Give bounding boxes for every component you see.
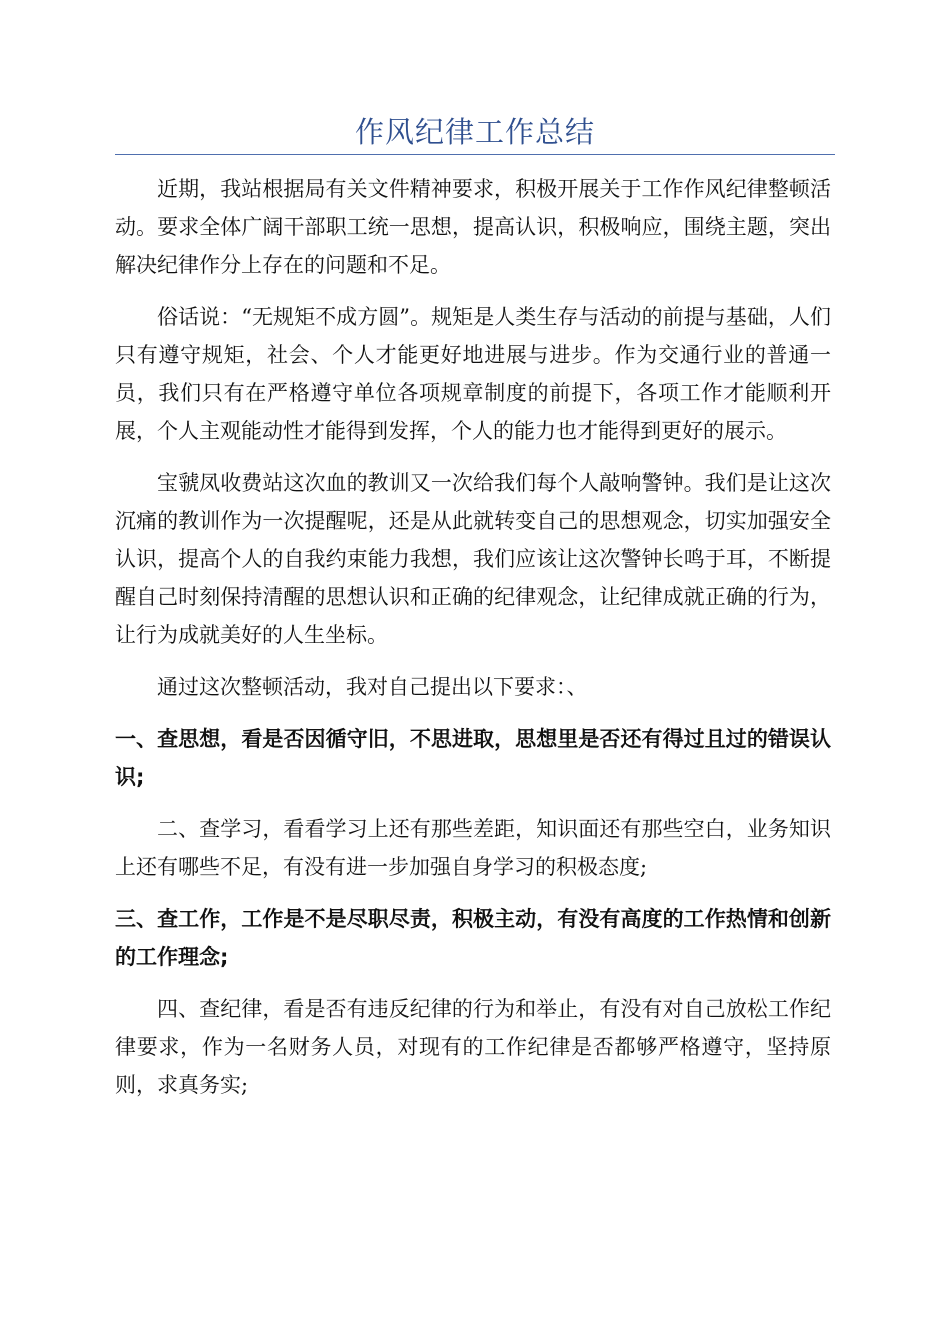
title-underline (115, 154, 835, 155)
paragraph-rules: 俗话说：“无规矩不成方圆”。规矩是人类生存与活动的前提与基础，人们只有遵守规矩，社会、个人才能更好地进展与进步。作为交通行业的普通一员，我们只有在严格遵守单位各项规章制度的前提下，各项工作才能顺利开展，个人主观能动性才能得到发挥，个人的能力也才能得到更好的展示。 (115, 305, 831, 443)
document-body (115, 170, 831, 1118)
requirement-item-4: 四、查纪律，看是否有违反纪律的行为和举止，有没有对自己放松工作纪律要求，作为一名财务人员，对现有的工作纪律是否都够严格遵守，坚持原则，求真务实; (115, 997, 831, 1097)
paragraph-intro: 近期，我站根据局有关文件精神要求，积极开展关于工作作风纪律整顿活动。要求全体广阔干部职工统一思想，提高认识，积极响应，围绕主题，突出解决纪律作分上存在的问题和不足。 (115, 177, 831, 277)
paragraph-requirements-lead: 通过这次整顿活动，我对自己提出以下要求：、 (157, 675, 588, 699)
requirement-item-1: 一、查思想，看是否因循守旧，不思进取，思想里是否还有得过且过的错误认识; (115, 727, 831, 789)
requirement-item-3: 三、查工作，工作是不是尽职尽责，积极主动，有没有高度的工作热情和创新的工作理念; (115, 907, 831, 969)
paragraph-lesson: 宝虢凤收费站这次血的教训又一次给我们每个人敲响警钟。我们是让这次沉痛的教训作为一次提醒呢，还是从此就转变自己的思想观念，切实加强安全认识，提高个人的自我约束能力我想，我们应该让这次警钟长鸣于耳，不断提醒自己时刻保持清醒的思想认识和正确的纪律观念，让纪律成就正确的行为，让行为成就美好的人生坐标。 (115, 471, 831, 647)
requirement-item-2: 二、查学习，看看学习上还有那些差距，知识面还有那些空白，业务知识上还有哪些不足，有没有进一步加强自身学习的积极态度; (115, 817, 831, 879)
document-title: 作风纪律工作总结 (354, 115, 595, 149)
